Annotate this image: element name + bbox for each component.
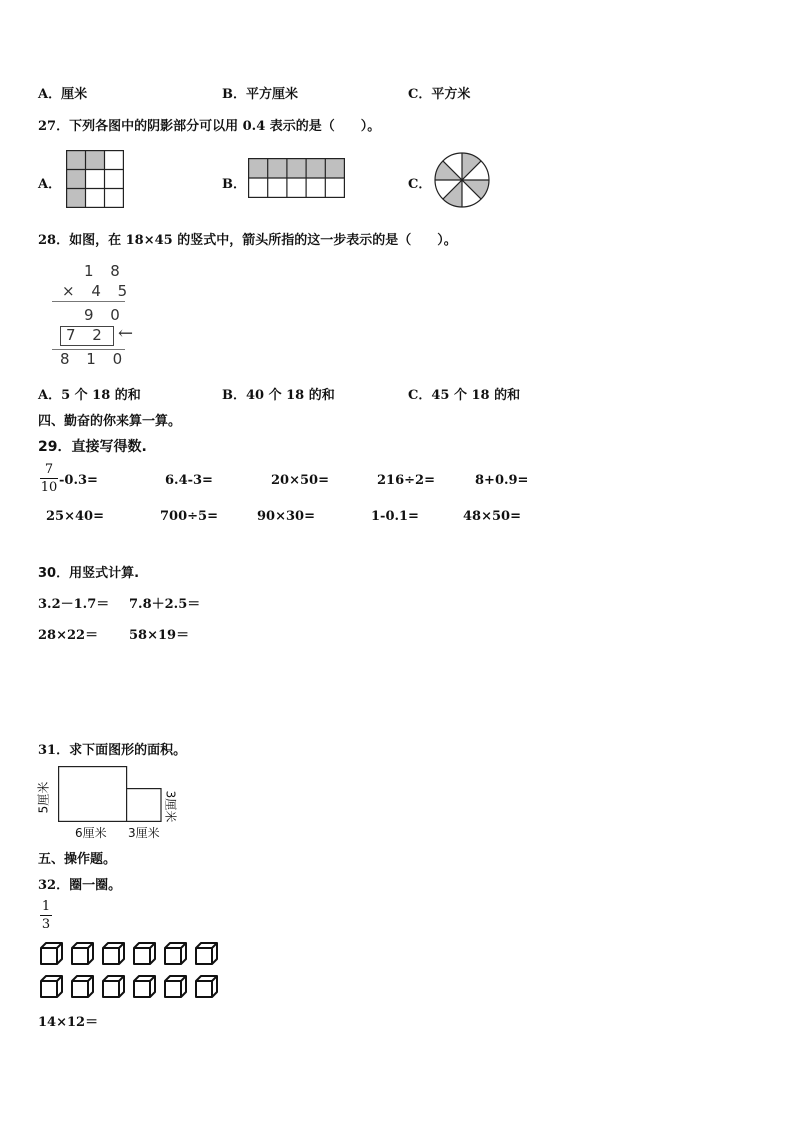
- q30-r1-c1: 3.2－1.7＝: [38, 597, 110, 612]
- label-text: 5厘米: [36, 781, 51, 814]
- cube-icon: [41, 943, 62, 964]
- section-5-heading: 五、操作题。: [38, 852, 117, 867]
- vertical-line-2: × 4 5: [62, 282, 134, 300]
- q29-r1-c2: 6.4-3=: [165, 473, 213, 488]
- vertical-line-5: 8 1 0: [60, 350, 129, 368]
- q29-r1-c4: 216÷2=: [377, 473, 435, 488]
- q27-grid-a: [66, 150, 124, 208]
- q29-r1-c3: 20×50=: [271, 473, 329, 488]
- q27-label-a: A．: [38, 177, 62, 192]
- q28-vertical-calc: [48, 262, 148, 370]
- q27-grid-b: [248, 158, 345, 198]
- q31-right-height-label: [164, 790, 186, 824]
- fraction-denominator: 3: [41, 917, 51, 932]
- section-4-heading: 四、勤奋的你来算一算。: [38, 414, 182, 429]
- q27-label-b: B．: [222, 177, 246, 192]
- q30-r2-c1: 28×22＝: [38, 628, 99, 643]
- q32-fraction: [40, 900, 52, 931]
- q28-stem: 28．如图，在 18×45 的竖式中，箭头所指的这一步表示的是（ ）。: [38, 233, 457, 248]
- q30-r1-c2: 7.8＋2.5＝: [129, 597, 201, 612]
- q31-composite-figure: [58, 766, 162, 822]
- fraction-denominator: 10: [40, 480, 58, 495]
- cube-icon: [165, 943, 186, 964]
- q30-stem: 30．用竖式计算.: [38, 566, 140, 581]
- q27-label-c: C．: [408, 177, 432, 192]
- fraction-bar: [40, 915, 52, 916]
- fraction-bar: [40, 478, 58, 479]
- arrow-icon: ←: [118, 323, 134, 344]
- q29-stem: 29．直接写得数.: [38, 439, 147, 455]
- q28-option-b: B．40 个 18 的和: [222, 388, 335, 403]
- cube-icon: [103, 976, 124, 997]
- q29-r2-c3: 90×30=: [257, 509, 315, 524]
- q32-stem: 32．圈一圈。: [38, 878, 122, 893]
- q26-option-b: B．平方厘米: [222, 87, 298, 102]
- cube-icon: [196, 943, 217, 964]
- q29-r2-c4: 1-0.1=: [371, 509, 419, 524]
- q29-r2-c2: 700÷5=: [160, 509, 218, 524]
- cube-icon: [41, 976, 62, 997]
- q29-r1-c1: -0.3=: [59, 473, 98, 488]
- fraction-numerator: 1: [41, 899, 51, 914]
- q29-r2-c5: 48×50=: [463, 509, 521, 524]
- q26-option-a: A．厘米: [38, 87, 88, 102]
- q27-circle-c: [434, 152, 490, 208]
- q32-extra-expression: 14×12＝: [38, 1015, 99, 1030]
- q30-r2-c2: 58×19＝: [129, 628, 190, 643]
- q29-fraction: [40, 463, 58, 494]
- vertical-line-1: 1 8: [84, 262, 126, 280]
- q29-r2-c1: 25×40=: [46, 509, 104, 524]
- cube-icon: [134, 943, 155, 964]
- cube-icon: [196, 976, 217, 997]
- q28-option-a: A．5 个 18 的和: [38, 388, 141, 403]
- vertical-line-4: 7 2: [66, 326, 108, 344]
- cube-icon: [72, 943, 93, 964]
- cube-icon: [165, 976, 186, 997]
- vertical-line-3: 9 0: [84, 306, 126, 324]
- q27-stem: 27．下列各图中的阴影部分可以用 0.4 表示的是（ ）。: [38, 119, 381, 134]
- cube-icon: [134, 976, 155, 997]
- q31-left-height-label: [36, 777, 58, 817]
- q29-r1-c5: 8+0.9=: [475, 473, 529, 488]
- q28-option-c: C．45 个 18 的和: [408, 388, 521, 403]
- fraction-numerator: 7: [44, 462, 54, 477]
- cube-icon: [103, 943, 124, 964]
- q26-option-c: C．平方米: [408, 87, 471, 102]
- q31-right-width-label: 3厘米: [128, 826, 160, 840]
- q31-stem: 31．求下面图形的面积。: [38, 743, 187, 758]
- vertical-rule-1: [52, 301, 125, 302]
- q31-left-width-label: 6厘米: [75, 826, 107, 840]
- q32-cube-grid: [40, 942, 230, 1002]
- cube-icon: [72, 976, 93, 997]
- label-text: 3厘米: [163, 790, 178, 823]
